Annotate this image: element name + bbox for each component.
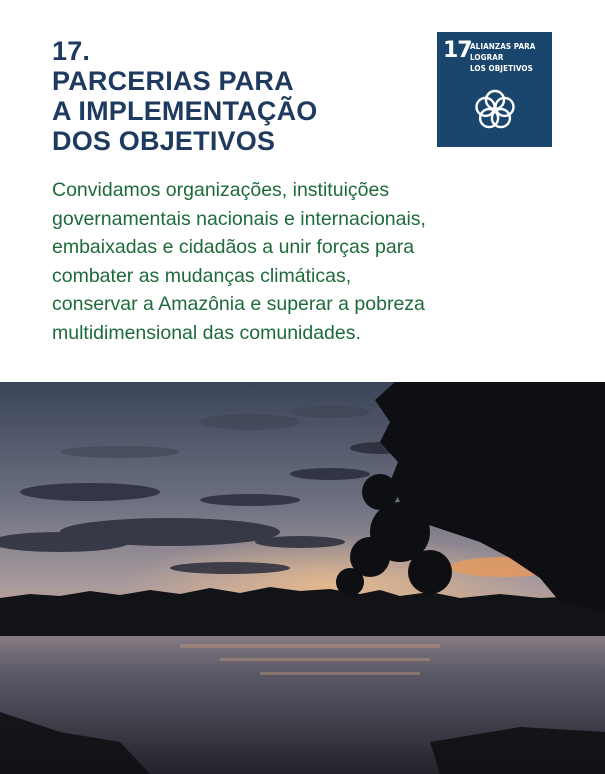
section-heading: [52, 36, 412, 156]
badge-number: 17: [443, 38, 472, 63]
badge-line-2: LOGRAR: [470, 53, 504, 62]
paragraph-line: governamentais nacionais e internacionais,: [52, 207, 426, 230]
paragraph-line: embaixadas e cidadãos a unir forças para: [52, 236, 415, 258]
badge-label: [470, 41, 550, 74]
heading-line-1: PARCERIAS PARA: [52, 66, 294, 96]
paragraph-line: conservar a Amazônia e superar a pobreza: [52, 293, 425, 315]
goal-number: 17.: [52, 36, 91, 66]
paragraph-line: combater as mudanças climáticas,: [52, 264, 352, 287]
intro-paragraph: [52, 176, 572, 347]
heading-line-3: DOS OBJETIVOS: [52, 126, 276, 156]
badge-line-3: LOS OBJETIVOS: [470, 64, 533, 73]
badge-line-1: ALIANZAS PARA: [470, 42, 536, 51]
heading-line-2: A IMPLEMENTAÇÃO: [52, 96, 318, 126]
paragraph-line: multidimensional das comunidades.: [52, 321, 361, 344]
paragraph-line: Convidamos organizações, instituições: [52, 179, 390, 201]
flower-rings-icon: [471, 86, 519, 134]
sdg-17-badge: [437, 32, 552, 147]
river-sunset-photo: [0, 382, 605, 774]
